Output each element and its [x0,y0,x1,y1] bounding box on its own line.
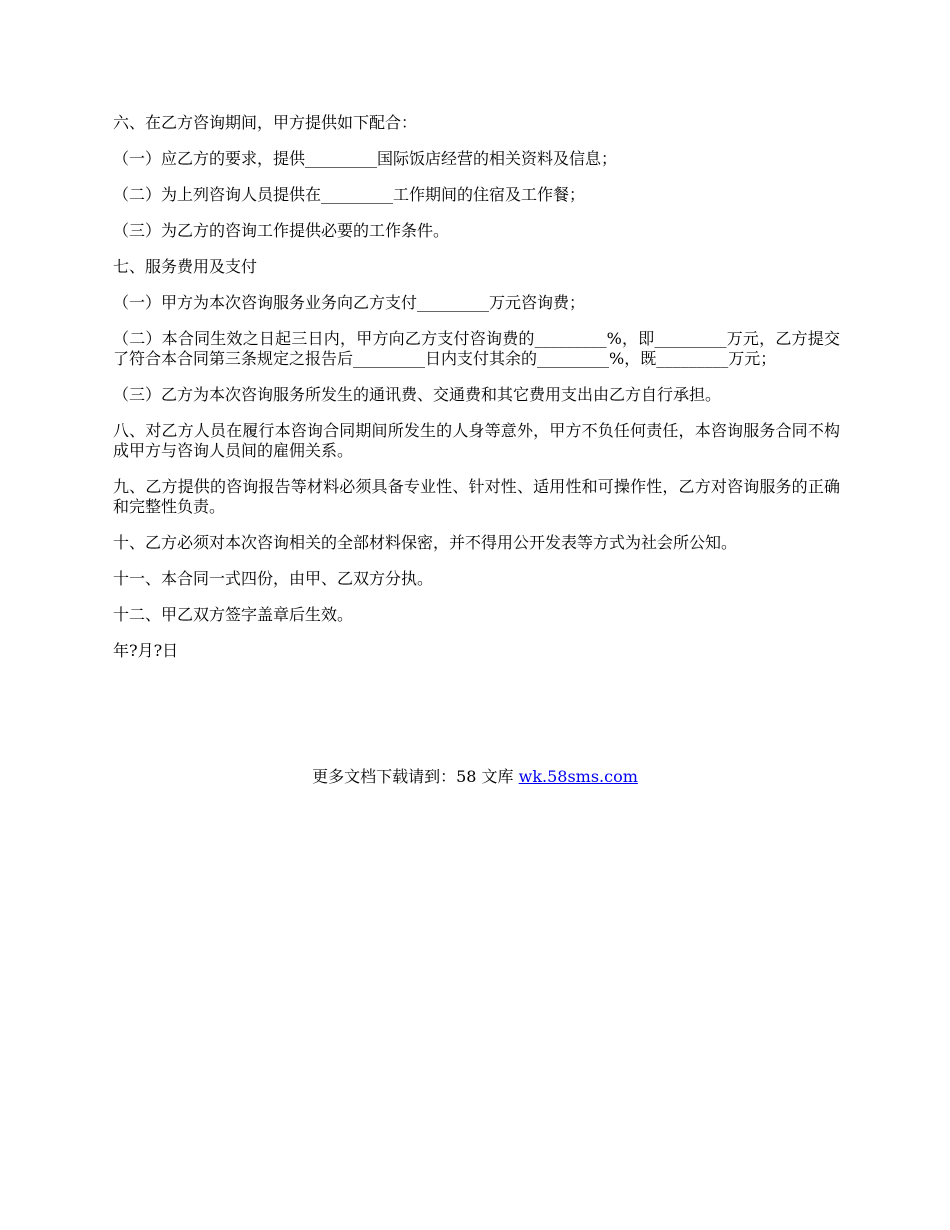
clause-seven-2: （二）本合同生效之日起三日内，甲方向乙方支付咨询费的_________%，即_________万元，乙方提交了符合本合同第三条规定之报告后_________日内支付其余的_________%，既_________万元； [113,329,840,368]
footer-text: 更多文档下载请到：58 文库 [312,767,519,786]
section-twelve: 十二、甲乙双方签字盖章后生效。 [113,605,354,624]
section-eight: 八、对乙方人员在履行本咨询合同期间所发生的人身等意外，甲方不负任何责任，本咨询服务合同不构成甲方与咨询人员间的雇佣关系。 [113,421,840,460]
document-body [113,113,840,677]
signature-date-line: 年?月?日 [113,641,179,660]
section-six-heading: 六、在乙方咨询期间，甲方提供如下配合： [113,113,418,132]
download-footer [0,766,950,788]
footer-link[interactable]: wk.58sms.com [518,767,638,786]
section-nine: 九、乙方提供的咨询报告等材料必须具备专业性、针对性、适用性和可操作性，乙方对咨询服务的正确和完整性负责。 [113,477,840,516]
clause-seven-3: （三）乙方为本次咨询服务所发生的通讯费、交通费和其它费用支出由乙方自行承担。 [113,385,722,404]
clause-seven-1: （一）甲方为本次咨询服务业务向乙方支付_________万元咨询费； [113,293,586,312]
clause-six-2: （二）为上列咨询人员提供在_________工作期间的住宿及工作餐； [113,185,586,204]
clause-six-3: （三）为乙方的咨询工作提供必要的工作条件。 [113,221,450,240]
clause-six-1: （一）应乙方的要求，提供_________国际饭店经营的相关资料及信息； [113,149,618,168]
section-seven-heading: 七、服务费用及支付 [113,257,258,276]
section-ten: 十、乙方必须对本次咨询相关的全部材料保密，并不得用公开发表等方式为社会所公知。 [113,533,738,552]
section-eleven: 十一、本合同一式四份，由甲、乙双方分执。 [113,569,434,588]
